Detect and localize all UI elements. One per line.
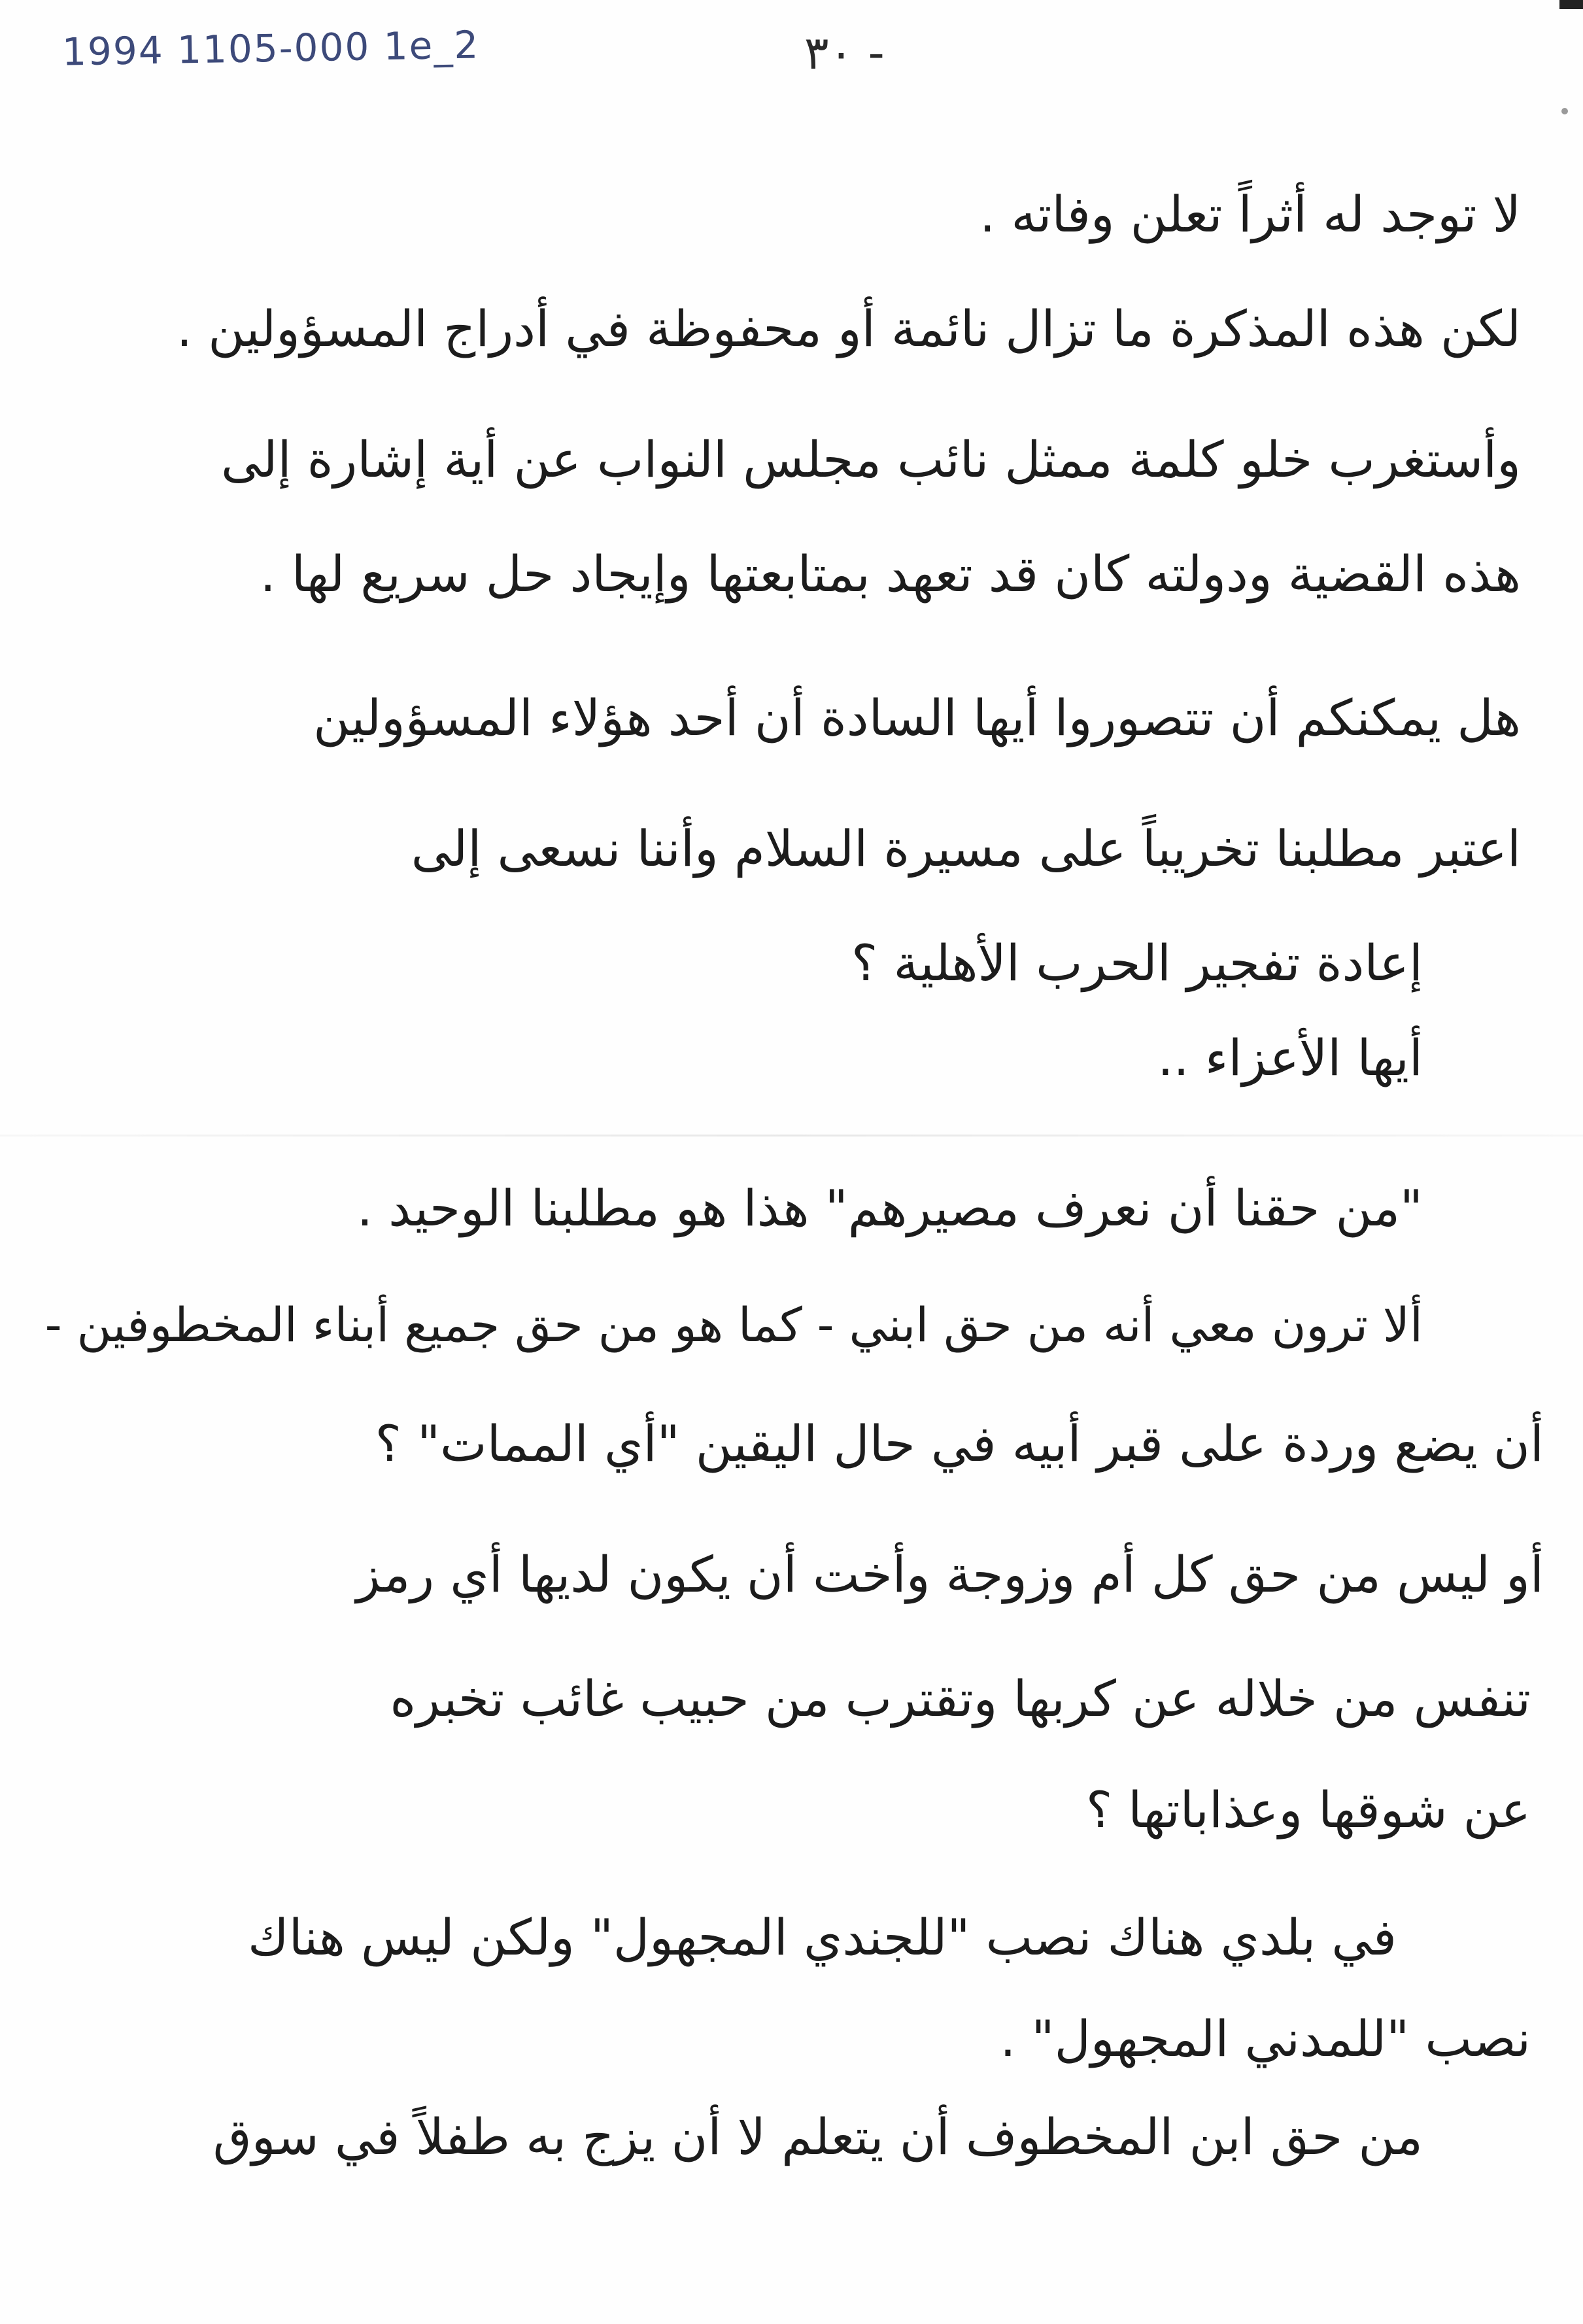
letter-line: اعتبر مطلبنا تخريباً على مسيرة السلام وأننا نسعى إلى bbox=[411, 819, 1521, 878]
letter-line: لكن هذه المذكرة ما تزال نائمة أو محفوظة في أدراج المسؤولين . bbox=[176, 299, 1521, 358]
scan-edge-mark bbox=[1559, 0, 1583, 9]
letter-line: أو ليس من حق كل أم وزوجة وأخت أن يكون لديها أي رمز bbox=[356, 1545, 1544, 1603]
letter-line: وأستغرب خلو كلمة ممثل نائب مجلس النواب عن أية إشارة إلى bbox=[220, 430, 1521, 488]
letter-line: إعادة تفجير الحرب الأهلية ؟ bbox=[851, 934, 1423, 992]
letter-line: نصب "للمدني المجهول" . bbox=[1000, 2009, 1531, 2068]
archive-code: 1994 1105-000 1e_2 bbox=[61, 22, 480, 75]
letter-line: هذه القضية ودولته كان قد تعهد بمتابعتها وإيجاد حل سريع لها . bbox=[260, 545, 1521, 603]
paper-speck bbox=[1561, 108, 1568, 114]
page-number: - ٣٠ bbox=[804, 26, 885, 80]
letter-line: أيها الأعزاء .. bbox=[1157, 1029, 1423, 1087]
letter-line: في بلدي هناك نصب "للجندي المجهول" ولكن ليس هناك bbox=[248, 1908, 1397, 1966]
letter-line: هل يمكنكم أن تتصوروا أيها السادة أن أحد هؤلاء المسؤولين bbox=[313, 689, 1521, 747]
letter-line: ألا ترون معي أنه من حق ابني - كما هو من حق جميع أبناء المخطوفين - bbox=[44, 1297, 1423, 1352]
letter-line: تنفس من خلاله عن كربها وتقترب من حبيب غائب تخبره bbox=[390, 1669, 1531, 1728]
letter-line: لا توجد له أثراً تعلن وفاته . bbox=[979, 185, 1521, 243]
letter-line: "من حقنا أن نعرف مصيرهم" هذا هو مطلبنا الوحيد . bbox=[356, 1179, 1423, 1237]
letter-line: من حق ابن المخطوف أن يتعلم لا أن يزج به طفلاً في سوق bbox=[213, 2108, 1423, 2166]
letter-line: عن شوقها وعذاباتها ؟ bbox=[1085, 1781, 1531, 1839]
letter-line: أن يضع وردة على قبر أبيه في حال اليقين "أي الممات" ؟ bbox=[375, 1414, 1544, 1473]
paper-fold-line bbox=[0, 1135, 1583, 1136]
